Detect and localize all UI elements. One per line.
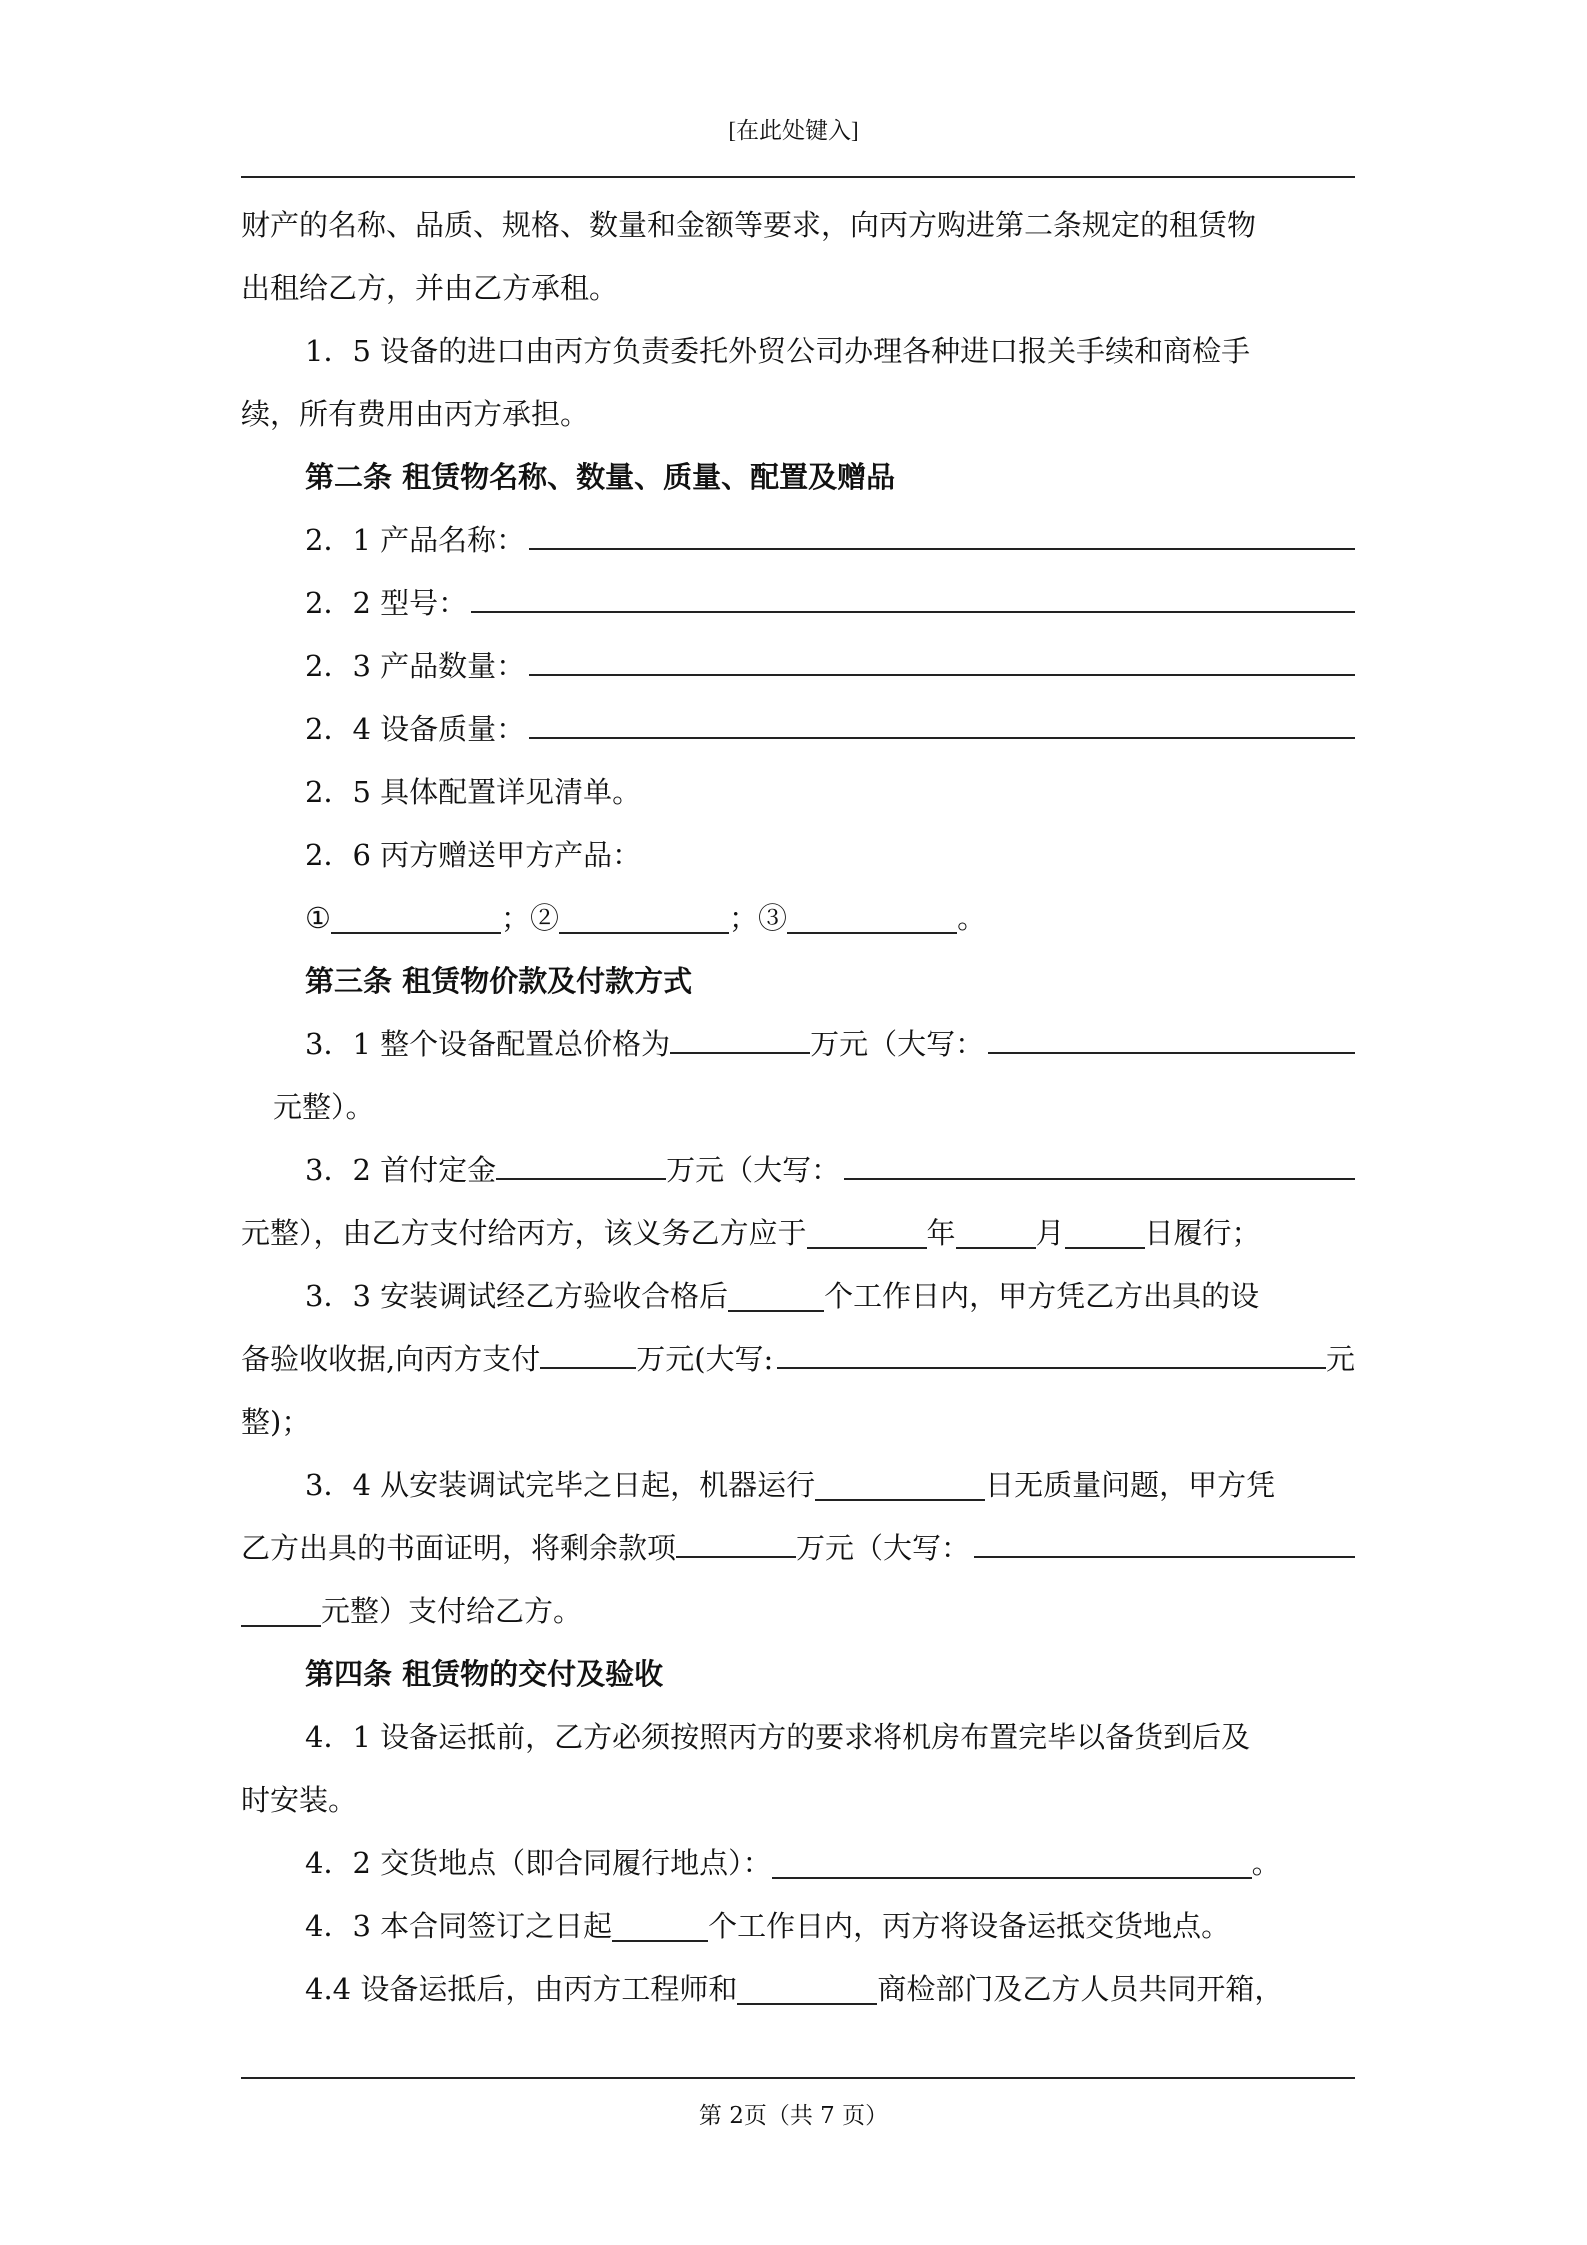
gift-3-marker: ③ (758, 901, 788, 935)
clause-3-1-cont: 元整）。 (273, 1090, 375, 1124)
payment-blank (540, 1331, 636, 1369)
clause-3-3-text-b: 个工作日内，甲方凭乙方出具的设 (824, 1279, 1260, 1313)
clause-3-2-text-b: 万元（大写： (666, 1153, 841, 1187)
clause-2-4 (241, 698, 1355, 761)
clause-4-3 (241, 1895, 1355, 1958)
delivery-place-blank (772, 1841, 1252, 1879)
clause-3-1 (241, 1013, 1355, 1076)
clause-3-4-text-c: 乙方出具的书面证明，将剩余款项 (241, 1531, 677, 1565)
clause-4-3-text-a: 4．3 本合同签订之日起 (305, 1909, 613, 1943)
remaining-blank (676, 1520, 796, 1558)
year-blank (807, 1211, 927, 1249)
day-blank (1065, 1211, 1145, 1249)
gift-1-marker: ① (305, 901, 331, 935)
year-label: 年 (926, 1216, 956, 1250)
gift-sep-1: ； (501, 901, 531, 935)
clause-2-3-label: 2．3 产品数量： (305, 649, 526, 683)
clause-1-5-line-1: 1．5 设备的进口由丙方负责委托外贸公司办理各种进口报关手续和商检手 (305, 334, 1251, 368)
deposit-words-blank (844, 1142, 1355, 1180)
product-name-blank (529, 512, 1355, 550)
clause-4-4-text-a: 4.4 设备运抵后，由丙方工程师和 (305, 1972, 738, 2006)
gift-1-blank (331, 896, 501, 934)
clause-4-2 (241, 1832, 1355, 1895)
clause-3-2-cont (241, 1202, 1355, 1265)
quantity-blank (529, 638, 1355, 676)
clause-3-2-text-c: 元整），由乙方支付给丙方，该义务乙方应于 (241, 1216, 807, 1250)
clause-3-4-cont (241, 1517, 1355, 1580)
gift-sep-2: ； (729, 901, 759, 935)
clause-3-1-text-b: 万元（大写： (810, 1027, 985, 1061)
clause-3-4-text-b: 日无质量问题，甲方凭 (985, 1468, 1276, 1502)
clause-3-3-cont (241, 1328, 1355, 1391)
month-label: 月 (1035, 1216, 1065, 1250)
gift-2-blank (559, 896, 729, 934)
clause-3-4 (241, 1454, 1355, 1517)
month-blank (956, 1211, 1036, 1249)
clause-3-1-text-a: 3．1 整个设备配置总价格为 (305, 1027, 671, 1061)
footer-rule (241, 2077, 1355, 2079)
gift-end: 。 (957, 901, 987, 935)
clause-2-1-label: 2．1 产品名称： (305, 523, 526, 557)
total-price-words-blank (988, 1016, 1355, 1054)
clause-3-3-text-a: 3．3 安装调试经乙方验收合格后 (305, 1279, 729, 1313)
clause-4-1: 4．1 设备运抵前，乙方必须按照丙方的要求将机房布置完毕以备货到后及 (305, 1720, 1251, 1754)
gift-3-blank (787, 896, 957, 934)
delivery-days-blank (612, 1904, 708, 1942)
clause-2-6: 2．6 丙方赠送甲方产品： (305, 838, 642, 872)
workdays-blank (728, 1274, 824, 1312)
clause-3-3 (241, 1265, 1355, 1328)
header-rule (241, 176, 1355, 178)
clause-3-2-text-a: 3．2 首付定金 (305, 1153, 497, 1187)
clause-4-1-cont: 时安装。 (241, 1783, 358, 1817)
clause-4-4 (241, 1958, 1355, 2021)
clause-1-5-line-2: 续，所有费用由丙方承担。 (241, 397, 590, 431)
clause-3-2 (241, 1139, 1355, 1202)
clause-2-1 (241, 509, 1355, 572)
clause-2-2 (241, 572, 1355, 635)
gift-2-marker: ② (530, 901, 560, 935)
model-blank (471, 575, 1355, 613)
clause-4-3-text-b: 个工作日内，丙方将设备运抵交货地点。 (708, 1909, 1231, 1943)
clause-3-4-text-d: 万元（大写： (796, 1531, 971, 1565)
clause-1-4-line-1: 财产的名称、品质、规格、数量和金额等要求，向丙方购进第二条规定的租赁物 (241, 208, 1257, 242)
clause-3-4-end (241, 1580, 1355, 1643)
clause-3-4-text-a: 3．4 从安装调试完毕之日起，机器运行 (305, 1468, 816, 1502)
page-header: [在此处键入] (728, 118, 859, 143)
gift-list (241, 887, 1355, 950)
clause-3-4-text-e: 元整）支付给乙方。 (321, 1594, 583, 1628)
clause-2-2-label: 2．2 型号： (305, 586, 468, 620)
clause-3-3-text-c: 备验收收据,向丙方支付 (241, 1342, 541, 1376)
article-4-title: 第四条 租赁物的交付及验收 (305, 1657, 664, 1691)
clause-3-3-text-e: 元 (1325, 1342, 1355, 1376)
remaining-words-blank-2 (241, 1589, 321, 1627)
clause-3-3-end: 整)； (241, 1405, 311, 1439)
day-label: 日履行； (1144, 1216, 1261, 1250)
clause-2-3 (241, 635, 1355, 698)
clause-3-3-text-d: 万元(大写: (636, 1342, 774, 1376)
payment-words-blank (777, 1331, 1326, 1369)
remaining-words-blank (974, 1520, 1355, 1558)
clause-2-4-label: 2．4 设备质量： (305, 712, 526, 746)
deposit-blank (496, 1142, 666, 1180)
clause-4-4-text-b: 商检部门及乙方人员共同开箱， (877, 1972, 1284, 2006)
clause-2-5: 2．5 具体配置详见清单。 (305, 775, 642, 809)
quality-blank (529, 701, 1355, 739)
inspection-dept-blank (737, 1967, 877, 2005)
clause-4-2-text-a: 4．2 交货地点（即合同履行地点）： (305, 1846, 772, 1880)
article-2-title: 第二条 租赁物名称、数量、质量、配置及赠品 (305, 460, 896, 494)
run-days-blank (815, 1463, 985, 1501)
clause-1-4-line-2: 出租给乙方，并由乙方承租。 (241, 271, 619, 305)
total-price-blank (670, 1016, 810, 1054)
clause-4-2-end: 。 (1251, 1846, 1281, 1880)
page-footer: 第 2页（共 7 页） (698, 2103, 889, 2129)
article-3-title: 第三条 租赁物价款及付款方式 (305, 964, 693, 998)
